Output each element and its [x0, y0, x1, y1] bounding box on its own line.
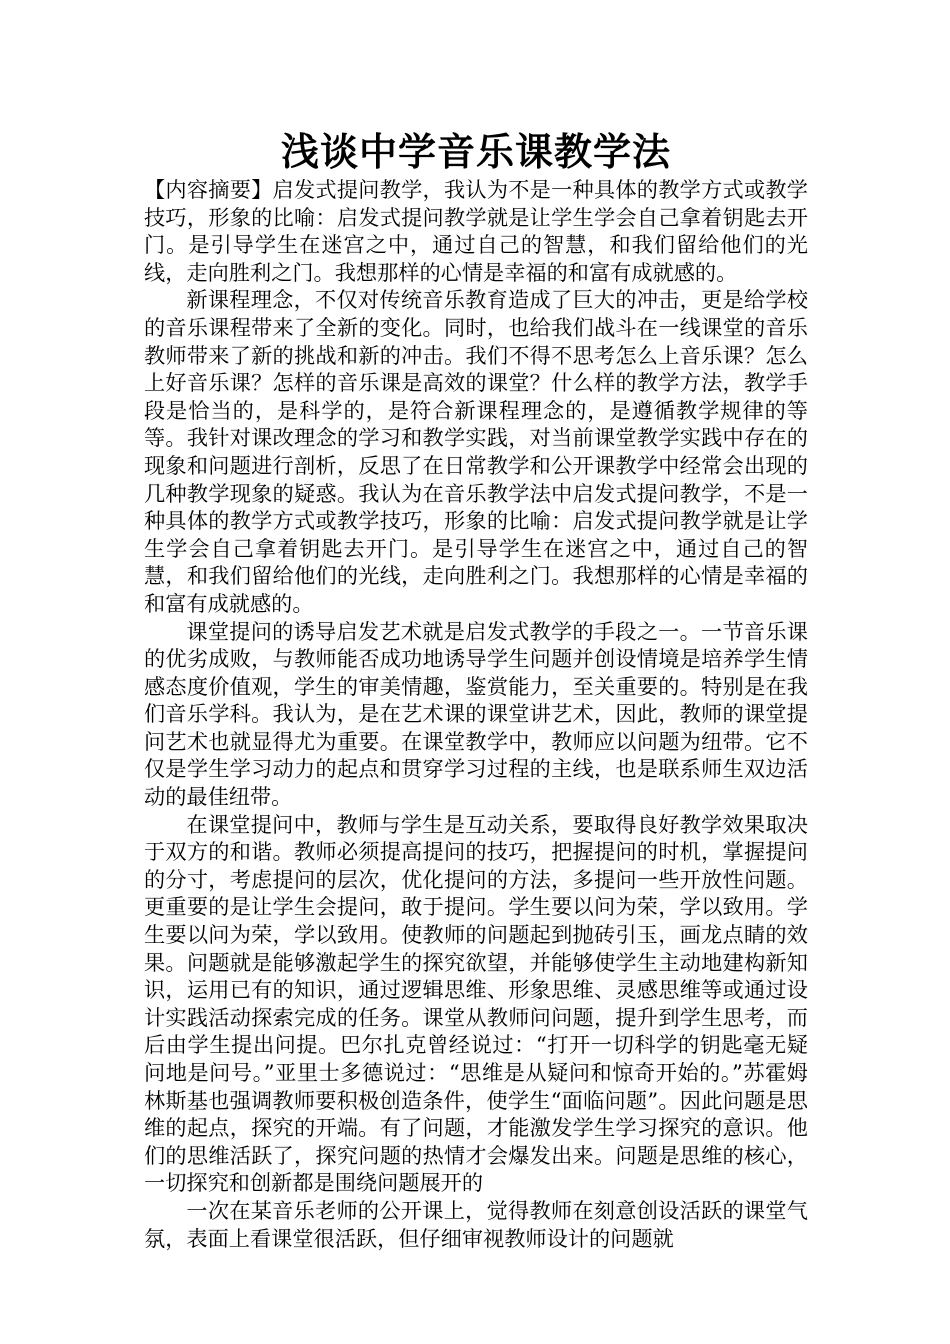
body-paragraph: 课堂提问的诱导启发艺术就是启发式教学的手段之一。一节音乐课的优劣成败，与教师能否成功地诱导学生问题并创设情境是培养学生情感态度价值观，学生的审美情趣，鉴赏能力，至关重要的。特别是在我们音乐学科。我认为，是在艺术课的课堂讲艺术，因此，教师的课堂提问艺术也就显得尤为重要。在课堂教学中，教师应以问题为纽带。它不仅是学生学习动力的起点和贯穿学习过程的主线，也是联系师生双边活动的最佳纽带。 [144, 618, 808, 810]
document-title: 浅谈中学音乐课教学法 [280, 129, 671, 174]
body-paragraph: 在课堂提问中，教师与学生是互动关系，要取得良好教学效果取决于双方的和谐。教师必须提高提问的技巧，把握提问的时机，掌握提问的分寸，考虑提问的层次，优化提问的方法，多提问一些开放性问题。更重要的是让学生会提问，敢于提问。学生要以问为荣，学以致用。学生要以问为荣，学以致用。使教师的问题起到抛砖引玉，画龙点睛的效果。问题就是能够激起学生的探究欲望，并能够使学生主动地建构新知识，运用已有的知识，通过逻辑思维、形象思维、灵感思维等或通过设计实践活动探索完成的任务。课堂从教师问问题，提升到学生思考，而后由学生提出问提。巴尔扎克曾经说过：“打开一切科学的钥匙毫无疑问地是问号。”亚里士多德说过：“思维是从疑问和惊奇开始的。”苏霍姆林斯基也强调教师要积极创造条件，使学生“面临问题”。因此问题是思维的起点，探究的开端。有了问题，才能激发学生学习探究的意识。他们的思维活跃了，探究问题的热情才会爆发出来。问题是思维的核心，一切探究和创新都是围绕问题展开的 [144, 811, 808, 1196]
abstract-paragraph: 【内容摘要】启发式提问教学，我认为不是一种具体的教学方式或教学技巧，形象的比喻：启发式提问教学就是让学生学会自己拿着钥匙去开门。是引导学生在迷宫之中，通过自己的智慧，和我们留给他们的光线，走向胜利之门。我想那样的心情是幸福的和富有成就感的。 [144, 177, 808, 285]
body-paragraph: 新课程理念，不仅对传统音乐教育造成了巨大的冲击，更是给学校的音乐课程带来了全新的变化。同时，也给我们战斗在一线课堂的音乐教师带来了新的挑战和新的冲击。我们不得不思考怎么上音乐课？怎么上好音乐课？怎样的音乐课是高效的课堂？什么样的教学方法，教学手段是恰当的，是科学的，是符合新课程理念的，是遵循教学规律的等等。我针对课改理念的学习和教学实践，对当前课堂教学实践中存在的现象和问题进行剖析，反思了在日常教学和公开课教学中经常会出现的几种教学现象的疑惑。我认为在音乐教学法中启发式提问教学，不是一种具体的教学方式或教学技巧，形象的比喻：启发式提问教学就是让学生学会自己拿着钥匙去开门。是引导学生在迷宫之中，通过自己的智慧，和我们留给他们的光线，走向胜利之门。我想那样的心情是幸福的和富有成就感的。 [144, 287, 808, 616]
document-page [144, 128, 808, 1252]
body-paragraph: 一次在某音乐老师的公开课上，觉得教师在刻意创设活跃的课堂气氛，表面上看课堂很活跃，但仔细审视教师设计的问题就 [144, 1197, 808, 1251]
